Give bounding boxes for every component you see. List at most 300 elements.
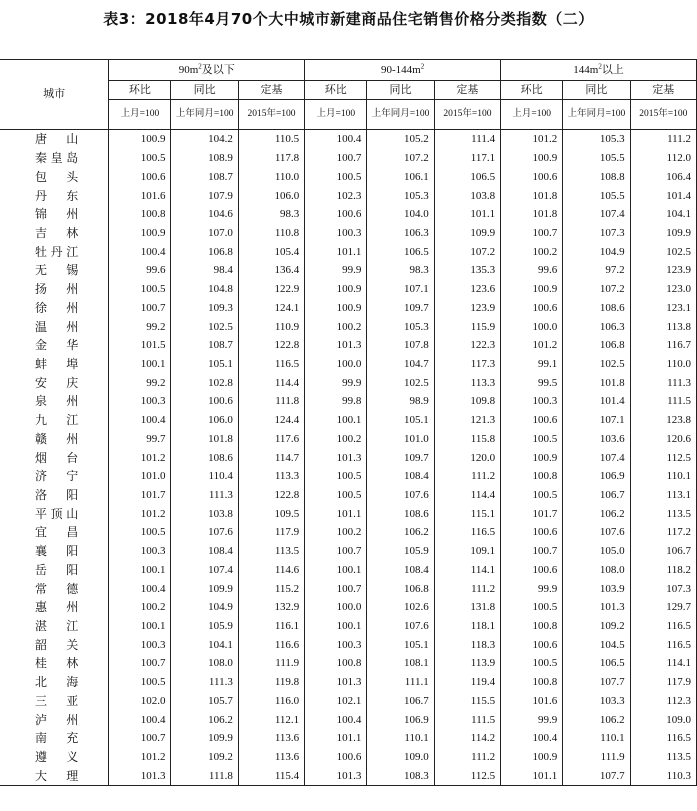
index-value: 117.8 [238,149,304,168]
index-value: 100.9 [109,224,171,243]
index-value: 111.8 [238,392,304,411]
index-value: 101.8 [501,186,563,205]
table-row [0,673,697,692]
index-value: 100.7 [305,149,367,168]
index-value: 107.6 [367,486,434,505]
index-value: 106.0 [171,411,238,430]
city-name: 金华 [35,338,79,353]
index-value: 109.9 [171,729,238,748]
index-value: 107.0 [171,224,238,243]
index-value: 114.2 [434,729,500,748]
index-value: 108.1 [367,654,434,673]
index-value: 109.1 [434,542,500,561]
index-value: 100.5 [501,654,563,673]
index-value: 112.3 [630,692,696,711]
index-value: 100.8 [501,617,563,636]
index-value: 99.2 [109,317,171,336]
index-value: 100.7 [305,542,367,561]
index-value: 106.0 [238,186,304,205]
table-row [0,355,697,374]
table-row [0,579,697,598]
index-value: 101.1 [501,766,563,785]
index-value: 110.3 [630,766,696,785]
table-row [0,242,697,261]
index-value: 101.6 [501,692,563,711]
index-value: 100.3 [109,635,171,654]
index-value: 104.9 [171,598,238,617]
index-value: 122.8 [238,336,304,355]
index-value: 100.3 [109,542,171,561]
index-value: 122.8 [238,486,304,505]
index-value: 100.9 [501,448,563,467]
city-name: 安庆 [35,375,79,390]
index-value: 107.4 [563,448,630,467]
table-row [0,149,697,168]
index-value: 105.9 [367,542,434,561]
index-value: 103.8 [171,504,238,523]
index-value: 100.7 [109,729,171,748]
index-value: 113.9 [434,654,500,673]
city-name: 锦州 [35,207,79,222]
index-value: 99.1 [501,355,563,374]
index-value: 111.4 [434,130,500,149]
index-value: 109.2 [563,617,630,636]
index-value: 107.6 [171,523,238,542]
index-value: 105.3 [367,186,434,205]
index-value: 109.0 [367,748,434,767]
index-value: 100.4 [109,710,171,729]
base-label-last-year: 上年同月=100 [367,100,434,130]
index-value: 101.2 [109,748,171,767]
index-value: 101.2 [501,130,563,149]
index-value: 112.0 [630,149,696,168]
index-value: 97.2 [563,261,630,280]
index-value: 99.8 [305,392,367,411]
index-value: 100.6 [501,411,563,430]
index-value: 109.5 [238,504,304,523]
index-value: 100.5 [109,673,171,692]
city-name: 南充 [35,731,79,746]
index-value: 131.8 [434,598,500,617]
index-value: 105.2 [367,130,434,149]
sub-header-yoy: 同比 [171,81,238,100]
index-value: 100.6 [501,523,563,542]
index-value: 102.3 [305,186,367,205]
index-value: 110.9 [238,317,304,336]
index-value: 123.9 [630,261,696,280]
index-value: 123.8 [630,411,696,430]
index-value: 100.5 [305,167,367,186]
index-value: 107.9 [171,186,238,205]
index-value: 113.5 [630,504,696,523]
index-value: 117.9 [238,523,304,542]
index-value: 101.4 [630,186,696,205]
index-value: 105.4 [238,242,304,261]
index-value: 113.6 [238,748,304,767]
index-value: 105.3 [563,130,630,149]
index-value: 101.1 [434,205,500,224]
index-value: 100.1 [109,561,171,580]
index-value: 100.5 [501,486,563,505]
index-value: 112.5 [630,448,696,467]
table-row [0,411,697,430]
index-value: 107.1 [367,280,434,299]
index-value: 103.9 [563,579,630,598]
city-name: 唐山 [35,132,79,147]
index-value: 106.5 [563,654,630,673]
index-value: 109.0 [630,710,696,729]
index-value: 111.2 [434,579,500,598]
index-value: 114.4 [434,486,500,505]
base-label-2015: 2015年=100 [630,100,696,130]
index-value: 111.3 [630,373,696,392]
index-value: 100.4 [501,729,563,748]
index-value: 136.4 [238,261,304,280]
index-value: 100.4 [305,130,367,149]
city-name: 惠州 [35,600,79,615]
index-value: 102.0 [109,692,171,711]
index-value: 129.7 [630,598,696,617]
table-row [0,635,697,654]
index-value: 107.1 [563,411,630,430]
index-value: 121.3 [434,411,500,430]
index-value: 122.3 [434,336,500,355]
table-row [0,317,697,336]
index-value: 102.6 [367,598,434,617]
index-value: 123.9 [434,298,500,317]
index-value: 106.5 [434,167,500,186]
index-value: 100.6 [501,635,563,654]
index-value: 112.1 [238,710,304,729]
index-value: 117.3 [434,355,500,374]
index-value: 101.7 [109,486,171,505]
sub-header-fixed-base: 定基 [630,81,696,100]
index-value: 107.2 [367,149,434,168]
index-value: 106.2 [171,710,238,729]
index-value: 116.5 [630,617,696,636]
table-row [0,336,697,355]
index-value: 106.3 [563,317,630,336]
index-value: 122.9 [238,280,304,299]
index-value: 105.3 [367,317,434,336]
index-value: 101.8 [563,373,630,392]
index-value: 117.2 [630,523,696,542]
index-value: 113.1 [630,486,696,505]
table-row [0,617,697,636]
index-value: 108.6 [367,504,434,523]
index-value: 100.4 [305,710,367,729]
index-value: 110.1 [367,729,434,748]
sub-header-yoy: 同比 [367,81,434,100]
index-value: 114.7 [238,448,304,467]
index-value: 106.8 [171,242,238,261]
index-value: 109.7 [367,298,434,317]
index-value: 100.8 [501,467,563,486]
index-value: 104.2 [171,130,238,149]
city-name: 扬州 [35,282,79,297]
table-title: 表3：2018年4月70个大中城市新建商品住宅销售价格分类指数（二） [103,10,594,28]
index-value: 116.5 [630,635,696,654]
index-value: 118.3 [434,635,500,654]
index-value: 114.1 [630,654,696,673]
base-label-2015: 2015年=100 [238,100,304,130]
index-value: 104.7 [367,355,434,374]
table-row [0,486,697,505]
index-value: 105.7 [171,692,238,711]
index-value: 100.3 [501,392,563,411]
index-value: 101.0 [367,430,434,449]
index-value: 101.1 [305,504,367,523]
index-value: 101.3 [305,766,367,785]
index-value: 98.9 [367,392,434,411]
table-row [0,373,697,392]
index-value: 102.5 [367,373,434,392]
index-value: 99.9 [305,261,367,280]
group-header-medium: $90-144m^2$ [305,60,501,81]
sub-header-fixed-base: 定基 [434,81,500,100]
index-value: 113.5 [238,542,304,561]
index-value: 101.8 [171,430,238,449]
index-value: 108.3 [367,766,434,785]
index-value: 107.2 [563,280,630,299]
city-name: 三亚 [35,693,79,708]
index-value: 100.8 [501,673,563,692]
index-value: 124.1 [238,298,304,317]
table-row [0,130,697,149]
index-value: 104.6 [171,205,238,224]
city-column-header: 城市 [0,60,109,130]
index-value: 117.6 [238,430,304,449]
index-value: 105.5 [563,186,630,205]
city-name: 湛江 [35,619,79,634]
table-row [0,729,697,748]
city-name: 济宁 [35,469,79,484]
index-value: 106.7 [367,692,434,711]
city-name: 常德 [35,581,79,596]
table-row [0,224,697,243]
index-value: 100.8 [305,654,367,673]
index-value: 105.1 [367,411,434,430]
index-value: 100.9 [305,280,367,299]
index-value: 115.2 [238,579,304,598]
index-value: 106.2 [563,504,630,523]
index-value: 102.5 [630,242,696,261]
index-value: 115.9 [434,317,500,336]
index-value: 100.4 [109,579,171,598]
index-value: 99.2 [109,373,171,392]
index-value: 118.2 [630,561,696,580]
index-value: 99.9 [305,373,367,392]
index-value: 100.9 [305,298,367,317]
index-value: 113.8 [630,317,696,336]
index-value: 100.7 [501,542,563,561]
city-name: 桂林 [35,656,79,671]
index-value: 111.2 [434,748,500,767]
index-value: 100.6 [305,205,367,224]
city-name: 北海 [35,675,79,690]
city-name: 牡丹江 [35,244,79,259]
index-value: 99.7 [109,430,171,449]
index-value: 101.3 [563,598,630,617]
index-value: 119.4 [434,673,500,692]
index-value: 107.4 [171,561,238,580]
index-value: 101.5 [109,336,171,355]
table-row [0,710,697,729]
index-value: 115.5 [434,692,500,711]
index-value: 104.8 [171,280,238,299]
index-value: 107.3 [563,224,630,243]
index-value: 101.1 [305,242,367,261]
index-value: 100.5 [501,430,563,449]
index-value: 100.1 [305,561,367,580]
index-value: 99.9 [501,710,563,729]
index-value: 111.3 [171,486,238,505]
index-value: 112.5 [434,766,500,785]
index-value: 100.6 [501,167,563,186]
table-row [0,261,697,280]
table-row [0,280,697,299]
city-name: 九江 [35,413,79,428]
table-row [0,504,697,523]
index-value: 111.1 [367,673,434,692]
index-value: 110.0 [630,355,696,374]
city-name: 泸州 [35,712,79,727]
index-value: 116.6 [238,635,304,654]
index-value: 101.4 [563,392,630,411]
index-value: 107.4 [563,205,630,224]
city-name: 韶关 [35,637,79,652]
city-name: 无锡 [35,263,79,278]
index-value: 135.3 [434,261,500,280]
index-value: 108.0 [563,561,630,580]
index-value: 109.9 [434,224,500,243]
index-value: 106.9 [563,467,630,486]
index-value: 105.9 [171,617,238,636]
index-value: 104.9 [563,242,630,261]
index-value: 109.9 [171,579,238,598]
table-row [0,561,697,580]
index-value: 100.5 [109,280,171,299]
index-value: 100.6 [109,167,171,186]
table-row [0,167,697,186]
index-value: 123.0 [630,280,696,299]
index-value: 107.3 [630,579,696,598]
index-value: 100.5 [109,523,171,542]
index-value: 116.7 [630,336,696,355]
index-value: 119.8 [238,673,304,692]
index-value: 104.5 [563,635,630,654]
index-value: 110.5 [238,130,304,149]
sub-header-yoy: 同比 [563,81,630,100]
index-value: 105.1 [367,635,434,654]
index-value: 120.6 [630,430,696,449]
city-name: 徐州 [35,300,79,315]
index-value: 107.8 [367,336,434,355]
index-value: 132.9 [238,598,304,617]
table-row [0,448,697,467]
price-index-table [0,59,697,786]
index-value: 116.5 [434,523,500,542]
index-value: 100.2 [305,523,367,542]
sub-header-mom: 环比 [305,81,367,100]
index-value: 108.9 [171,149,238,168]
index-value: 100.0 [305,598,367,617]
index-value: 117.1 [434,149,500,168]
index-value: 101.1 [305,729,367,748]
index-value: 111.9 [238,654,304,673]
index-value: 101.2 [109,448,171,467]
city-name: 蚌埠 [35,356,79,371]
index-value: 100.5 [109,149,171,168]
city-name: 襄阳 [35,544,79,559]
index-value: 113.6 [238,729,304,748]
index-value: 106.8 [563,336,630,355]
index-value: 100.4 [109,242,171,261]
index-value: 100.6 [305,748,367,767]
index-value: 100.2 [501,242,563,261]
index-value: 106.1 [367,167,434,186]
index-value: 123.1 [630,298,696,317]
index-value: 100.2 [305,317,367,336]
index-value: 116.5 [238,355,304,374]
index-value: 103.6 [563,430,630,449]
index-value: 106.4 [630,167,696,186]
index-value: 108.4 [367,467,434,486]
index-value: 101.3 [109,766,171,785]
index-value: 108.4 [171,542,238,561]
index-value: 108.8 [563,167,630,186]
index-value: 100.7 [305,579,367,598]
index-value: 101.0 [109,467,171,486]
index-value: 106.5 [367,242,434,261]
index-value: 102.5 [171,317,238,336]
index-value: 101.3 [305,673,367,692]
index-value: 100.6 [501,298,563,317]
city-name: 温州 [35,319,79,334]
index-value: 100.3 [305,224,367,243]
index-value: 102.1 [305,692,367,711]
index-value: 113.3 [238,467,304,486]
index-value: 101.8 [501,205,563,224]
city-name: 赣州 [35,431,79,446]
index-value: 99.6 [109,261,171,280]
table-row [0,542,697,561]
index-value: 124.4 [238,411,304,430]
index-value: 100.6 [501,561,563,580]
index-value: 100.2 [305,430,367,449]
index-value: 107.6 [367,617,434,636]
index-value: 100.2 [109,598,171,617]
index-value: 100.5 [305,467,367,486]
index-value: 108.0 [171,654,238,673]
index-value: 114.1 [434,561,500,580]
base-label-last-month: 上月=100 [305,100,367,130]
index-value: 110.4 [171,467,238,486]
index-value: 111.2 [434,467,500,486]
index-value: 110.1 [630,467,696,486]
index-value: 111.8 [171,766,238,785]
index-value: 103.8 [434,186,500,205]
city-name: 包头 [35,169,79,184]
sub-header-mom: 环比 [501,81,563,100]
index-value: 99.6 [501,261,563,280]
index-value: 100.9 [501,280,563,299]
index-value: 115.4 [238,766,304,785]
table-row [0,430,697,449]
index-value: 101.3 [305,448,367,467]
index-value: 108.7 [171,167,238,186]
index-value: 106.2 [367,523,434,542]
